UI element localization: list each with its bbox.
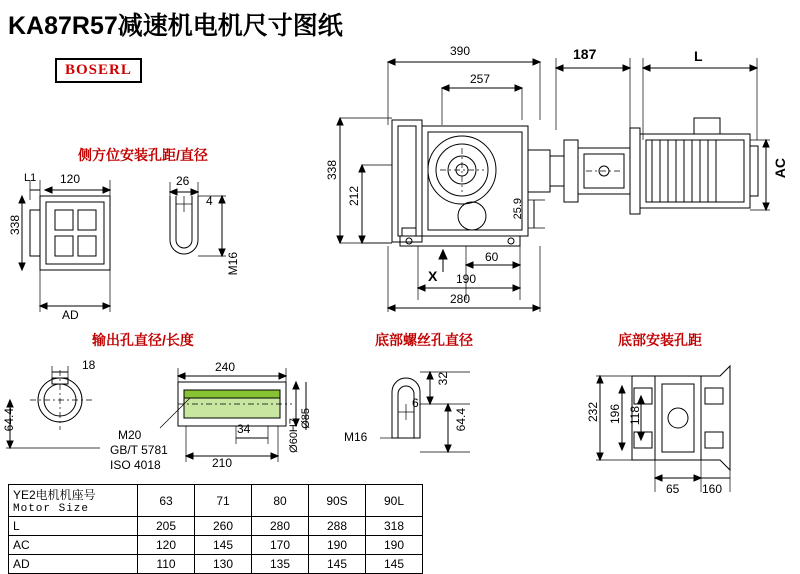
motor-size-table xyxy=(8,484,423,574)
table-row-label-AC: AC xyxy=(9,536,138,555)
table-header-label-en: Motor Size xyxy=(13,503,90,515)
table-row-label-L: L xyxy=(9,517,138,536)
table-cell: 130 xyxy=(195,555,252,574)
brand-logo: BOSERL xyxy=(55,58,142,83)
dim-25-9: 25.9 xyxy=(512,198,524,220)
dim-4: 4 xyxy=(206,194,213,208)
table-row-label-AD: AD xyxy=(9,555,138,574)
dim-64-4-output: 64.4 xyxy=(2,408,16,432)
table-col-90L: 90L xyxy=(366,485,423,517)
table-col-80: 80 xyxy=(252,485,309,517)
table-row xyxy=(9,555,423,574)
dim-64-4-screw: 64.4 xyxy=(454,408,468,432)
dim-L-motor: L xyxy=(694,48,703,64)
section-title-output-shaft: 输出孔直径/长度 xyxy=(92,332,194,348)
dim-187: 187 xyxy=(573,46,597,62)
table-header-label-cn: YE2电机机座号 xyxy=(13,488,96,502)
table-cell: 135 xyxy=(252,555,309,574)
dim-85: Ø85 xyxy=(300,408,312,429)
table-col-90S: 90S xyxy=(309,485,366,517)
table-col-71: 71 xyxy=(195,485,252,517)
dim-65: 65 xyxy=(666,482,680,496)
table-cell: 288 xyxy=(309,517,366,536)
table-header-label xyxy=(9,485,138,517)
dim-212: 212 xyxy=(347,186,361,207)
table-cell: 260 xyxy=(195,517,252,536)
dim-60: 60 xyxy=(485,250,499,264)
dim-AD-side: AD xyxy=(62,308,79,322)
dim-118: 118 xyxy=(628,406,642,426)
dim-196: 196 xyxy=(608,404,622,425)
dim-210: 210 xyxy=(212,456,233,470)
table-cell: 145 xyxy=(366,555,423,574)
table-cell: 205 xyxy=(138,517,195,536)
dim-338-side: 338 xyxy=(8,215,22,236)
dim-M20: M20 xyxy=(118,428,142,442)
dim-240: 240 xyxy=(215,360,236,374)
table-cell: 110 xyxy=(138,555,195,574)
dim-32: 32 xyxy=(436,372,450,386)
table-cell: 190 xyxy=(309,536,366,555)
dim-M16-side: M16 xyxy=(226,252,240,276)
table-row xyxy=(9,517,423,536)
table-cell: 318 xyxy=(366,517,423,536)
dim-18: 18 xyxy=(82,358,96,372)
table-cell: 170 xyxy=(252,536,309,555)
table-col-63: 63 xyxy=(138,485,195,517)
dim-232: 232 xyxy=(586,402,600,423)
section-title-bottom-screw-hole: 底部螺丝孔直径 xyxy=(375,332,473,348)
dim-257: 257 xyxy=(470,72,491,86)
dim-M16-bottom: M16 xyxy=(344,430,368,444)
dim-AC: AC xyxy=(772,158,788,179)
dim-280: 280 xyxy=(450,292,471,306)
section-title-side-mount-holes: 侧方位安装孔距/直径 xyxy=(78,147,208,163)
dim-390: 390 xyxy=(450,44,471,58)
dim-160: 160 xyxy=(702,482,723,496)
dim-60H7: Ø60H7 xyxy=(288,418,300,453)
table-cell: 120 xyxy=(138,536,195,555)
table-row-header xyxy=(9,485,423,517)
table-cell: 280 xyxy=(252,517,309,536)
dim-L1: L1 xyxy=(24,172,37,184)
dim-6: 6 xyxy=(412,396,419,410)
std-iso: ISO 4018 xyxy=(110,458,161,472)
dim-X: X xyxy=(428,268,438,284)
dim-190: 190 xyxy=(456,272,477,286)
table-cell: 145 xyxy=(309,555,366,574)
section-title-bottom-mount-holes: 底部安装孔距 xyxy=(618,332,702,348)
page-title: KA87R57减速机电机尺寸图纸 xyxy=(8,12,343,40)
table-row xyxy=(9,536,423,555)
dim-26: 26 xyxy=(176,174,190,188)
table-cell: 145 xyxy=(195,536,252,555)
dim-120: 120 xyxy=(60,172,81,186)
table-cell: 190 xyxy=(366,536,423,555)
std-gb: GB/T 5781 xyxy=(110,443,168,457)
dim-34: 34 xyxy=(237,422,251,436)
dim-338-main: 338 xyxy=(325,160,339,181)
